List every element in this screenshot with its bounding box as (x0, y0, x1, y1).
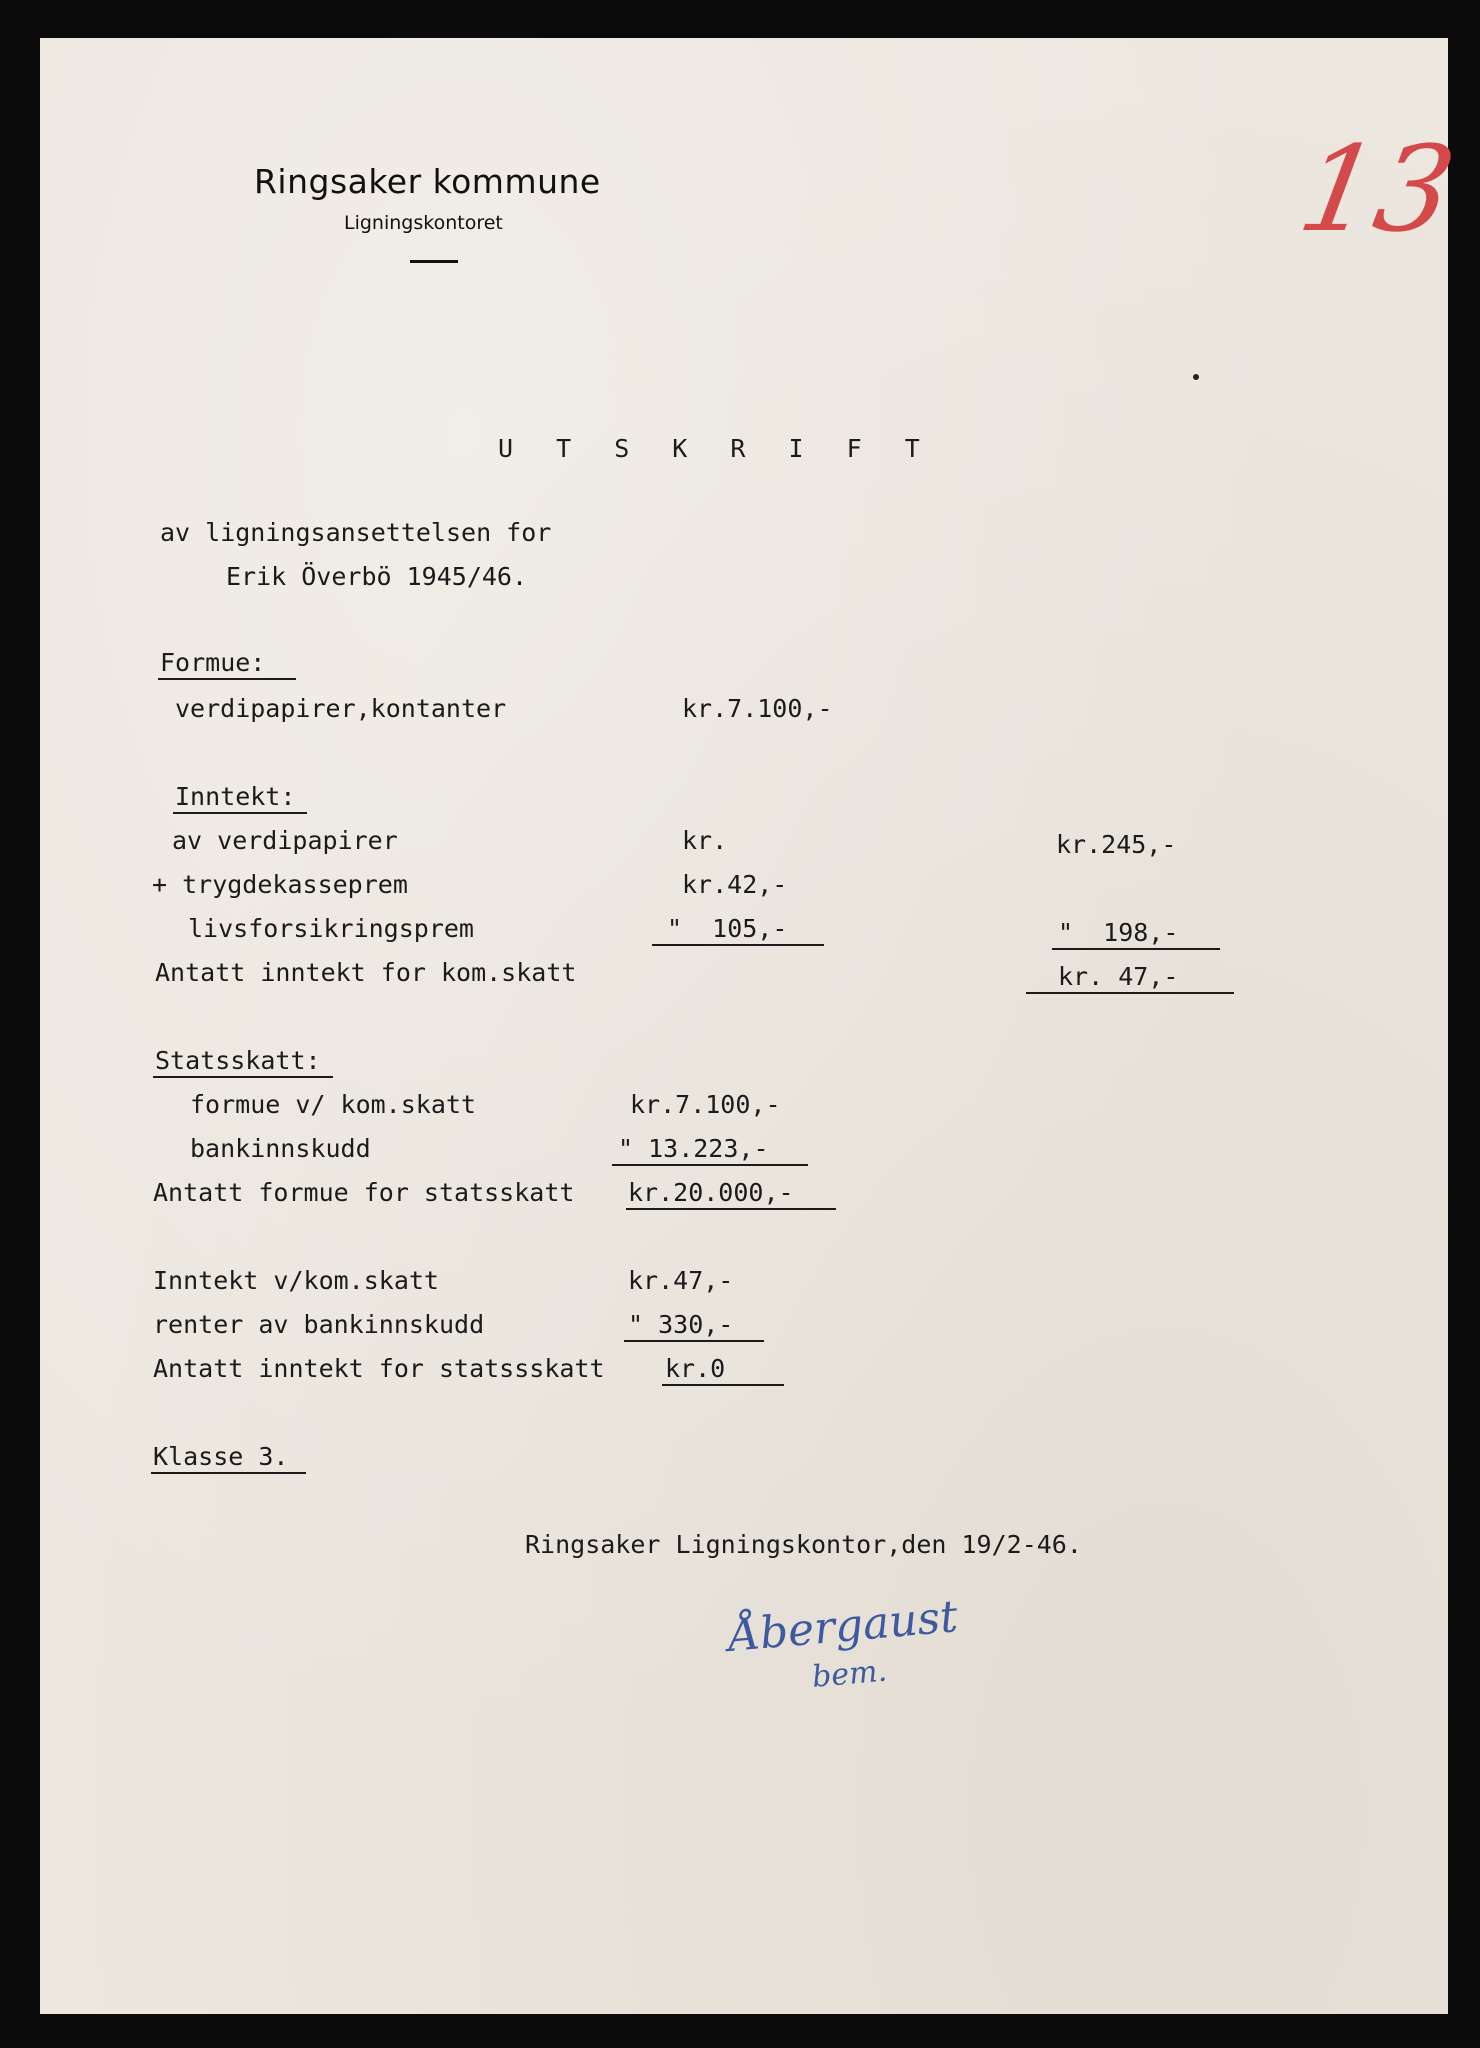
subtotal-underline (624, 1340, 764, 1342)
inntekt-row-right: kr.245,- (1056, 830, 1177, 859)
inntekt-stat-row-label: renter av bankinnskudd (153, 1310, 485, 1339)
inntekt-total-value: kr. 47,- (1058, 962, 1179, 991)
inntekt-total-label: Antatt inntekt for kom.skatt (155, 958, 577, 987)
handwritten-signature (726, 1593, 964, 1709)
subtotal-underline (652, 944, 824, 946)
inntekt-heading-underline (173, 812, 307, 814)
header-divider (410, 260, 458, 263)
formue-label: verdipapirer,kontanter (175, 694, 507, 723)
statsskatt-row-label: formue v/ kom.skatt (190, 1090, 476, 1119)
inntekt-row-mid: kr. (682, 826, 728, 855)
formue-heading: Formue: (160, 648, 266, 677)
formue-heading-underline (158, 678, 296, 680)
handwritten-page-number: 13 (1289, 120, 1465, 258)
statsskatt-heading: Statsskatt: (155, 1046, 321, 1075)
total-underline (662, 1384, 784, 1386)
statsskatt-heading-underline (153, 1076, 333, 1078)
total-underline (626, 1208, 836, 1210)
intro-line-2: Erik Överbö 1945/46. (226, 562, 528, 591)
inntekt-row-mid: " 105,- (667, 914, 788, 943)
document-title: U T S K R I F T (498, 434, 934, 463)
statsskatt-total-label: Antatt formue for statsskatt (153, 1178, 575, 1207)
ink-dot (1193, 374, 1199, 380)
statsskatt-row-amount: kr.7.100,- (630, 1090, 781, 1119)
subtotal-underline (1052, 948, 1220, 950)
intro-line-1: av ligningsansettelsen for (160, 518, 552, 547)
inntekt-stat-row-amount: kr.47,- (628, 1266, 734, 1295)
inntekt-row-label: livsforsikringsprem (188, 914, 474, 943)
office-name: Ligningskontoret (344, 212, 503, 234)
place-date: Ringsaker Ligningskontor,den 19/2-46. (525, 1530, 1082, 1559)
inntekt-row-mid: kr.42,- (682, 870, 788, 899)
statsskatt-total-value: kr.20.000,- (628, 1178, 794, 1207)
inntekt-heading: Inntekt: (175, 782, 296, 811)
subtotal-underline (612, 1164, 808, 1166)
klasse-underline (151, 1472, 306, 1474)
klasse-label: Klasse 3. (153, 1442, 289, 1471)
statsskatt-row-label: bankinnskudd (190, 1134, 371, 1163)
inntekt-stat-row-label: Inntekt v/kom.skatt (153, 1266, 439, 1295)
inntekt-stat-row-amount: " 330,- (628, 1310, 734, 1339)
total-underline (1026, 992, 1234, 994)
inntekt-row-label: + trygdekasseprem (152, 870, 408, 899)
inntekt-stat-total-label: Antatt inntekt for statssskatt (153, 1354, 605, 1383)
statsskatt-row-amount: " 13.223,- (618, 1134, 769, 1163)
inntekt-stat-total-value: kr.0 (665, 1354, 726, 1383)
inntekt-row-label: av verdipapirer (172, 826, 398, 855)
signature-suffix: bem. (810, 1653, 889, 1695)
municipality-name: Ringsaker kommune (254, 162, 601, 201)
formue-amount: kr.7.100,- (682, 694, 833, 723)
document-page (40, 38, 1465, 2014)
inntekt-row-right: " 198,- (1058, 918, 1179, 947)
signature-name: Åbergaust (726, 1591, 960, 1663)
